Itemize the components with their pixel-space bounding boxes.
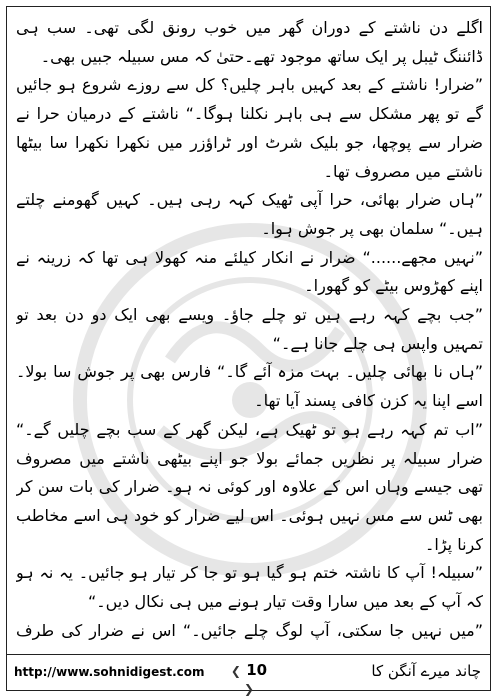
paragraph: ”ضرار! ناشتے کے بعد کہیں باہر چلیں؟ کل سے روزے شروع ہو جائیں گے تو پھر مشکل سے ہی باہر نکلنا ہوگا۔“ ناشتے کے درمیان حرا نے ضرار سے پوچھا، جو بلیک شرٹ اور ٹراؤزر میں نکھرا نکھرا سا بیٹھا ناشتے میں مصروف تھا۔ bbox=[16, 75, 483, 181]
website-link[interactable]: http://www.sohnidigest.com bbox=[14, 665, 205, 679]
page-number: 10 bbox=[246, 661, 268, 679]
ornament-left-icon: ❮ bbox=[230, 664, 241, 678]
paragraph: ”ہاں نا بھائی چلیں۔ بہت مزہ آئے گا۔“ فارس بھی پر جوش سا بولا۔ اسے اپنا یہ کزن کافی پسند آیا تھا۔ bbox=[16, 362, 483, 411]
ornament-right-icon: ❯ bbox=[243, 682, 255, 696]
paragraph: ”جب بچے کہہ رہے ہیں تو چلے جاؤ۔ ویسے بھی ایک دو دن بعد تو تمہیں واپس ہی چلے جانا ہے۔“ bbox=[16, 305, 483, 353]
book-title: چاند میرے آنگن کا bbox=[371, 662, 481, 680]
paragraph: ”سبیلہ! آپ کا ناشتہ ختم ہو گیا ہو تو جا کر تیار ہو جائیں۔ یہ نہ ہو کہ آپ کے بعد میں سارا وقت تیار ہونے میں ہی نکال دیں۔“ bbox=[16, 563, 483, 612]
paragraph: ”میں نہیں جا سکتی، آپ لوگ چلے جائیں۔“ اس نے ضرار کی طرف bbox=[16, 620, 483, 640]
paragraph: اگلے دن ناشتے کے دوران گھر میں خوب رونق لگی تھی۔ سب ہی ڈائننگ ٹیبل پر ایک ساتھ موجود تھے۔حتیٰ کہ مس سبیلہ جبیں بھی۔ bbox=[16, 18, 483, 66]
paragraph: ”نہیں مجھے......“ ضرار نے انکار کیلئے منہ کھولا ہی تھا کہ زرینہ نے اپنے کھڑوس بیٹے کو گھورا۔ bbox=[16, 247, 483, 296]
paragraph: ”اب تم کہہ رہے ہو تو ٹھیک ہے، لیکن گھر کے سب بچے چلیں گے۔“ ضرار سبیلہ پر نظریں جمائے بولا جو اپنے بیٹھی ناشتے میں مصروف تھی جیسے وہاں اس کے علاوہ اور کوئی نہ ہو۔ ضرار کی بات سن کر بھی ٹس سے مس نہیں ہوئی۔ اس لیے ضرار کو خود ہی اسے مخاطب کرنا پڑا۔ bbox=[16, 419, 483, 554]
page-number-block bbox=[224, 661, 274, 697]
article-body bbox=[16, 14, 483, 650]
page-footer bbox=[6, 654, 491, 696]
paragraph: ”ہاں ضرار بھائی، حرا آپی ٹھیک کہہ رہی ہیں۔ کہیں گھومنے چلتے ہیں۔“ سلمان بھی پر جوش ہوا۔ bbox=[16, 190, 483, 238]
